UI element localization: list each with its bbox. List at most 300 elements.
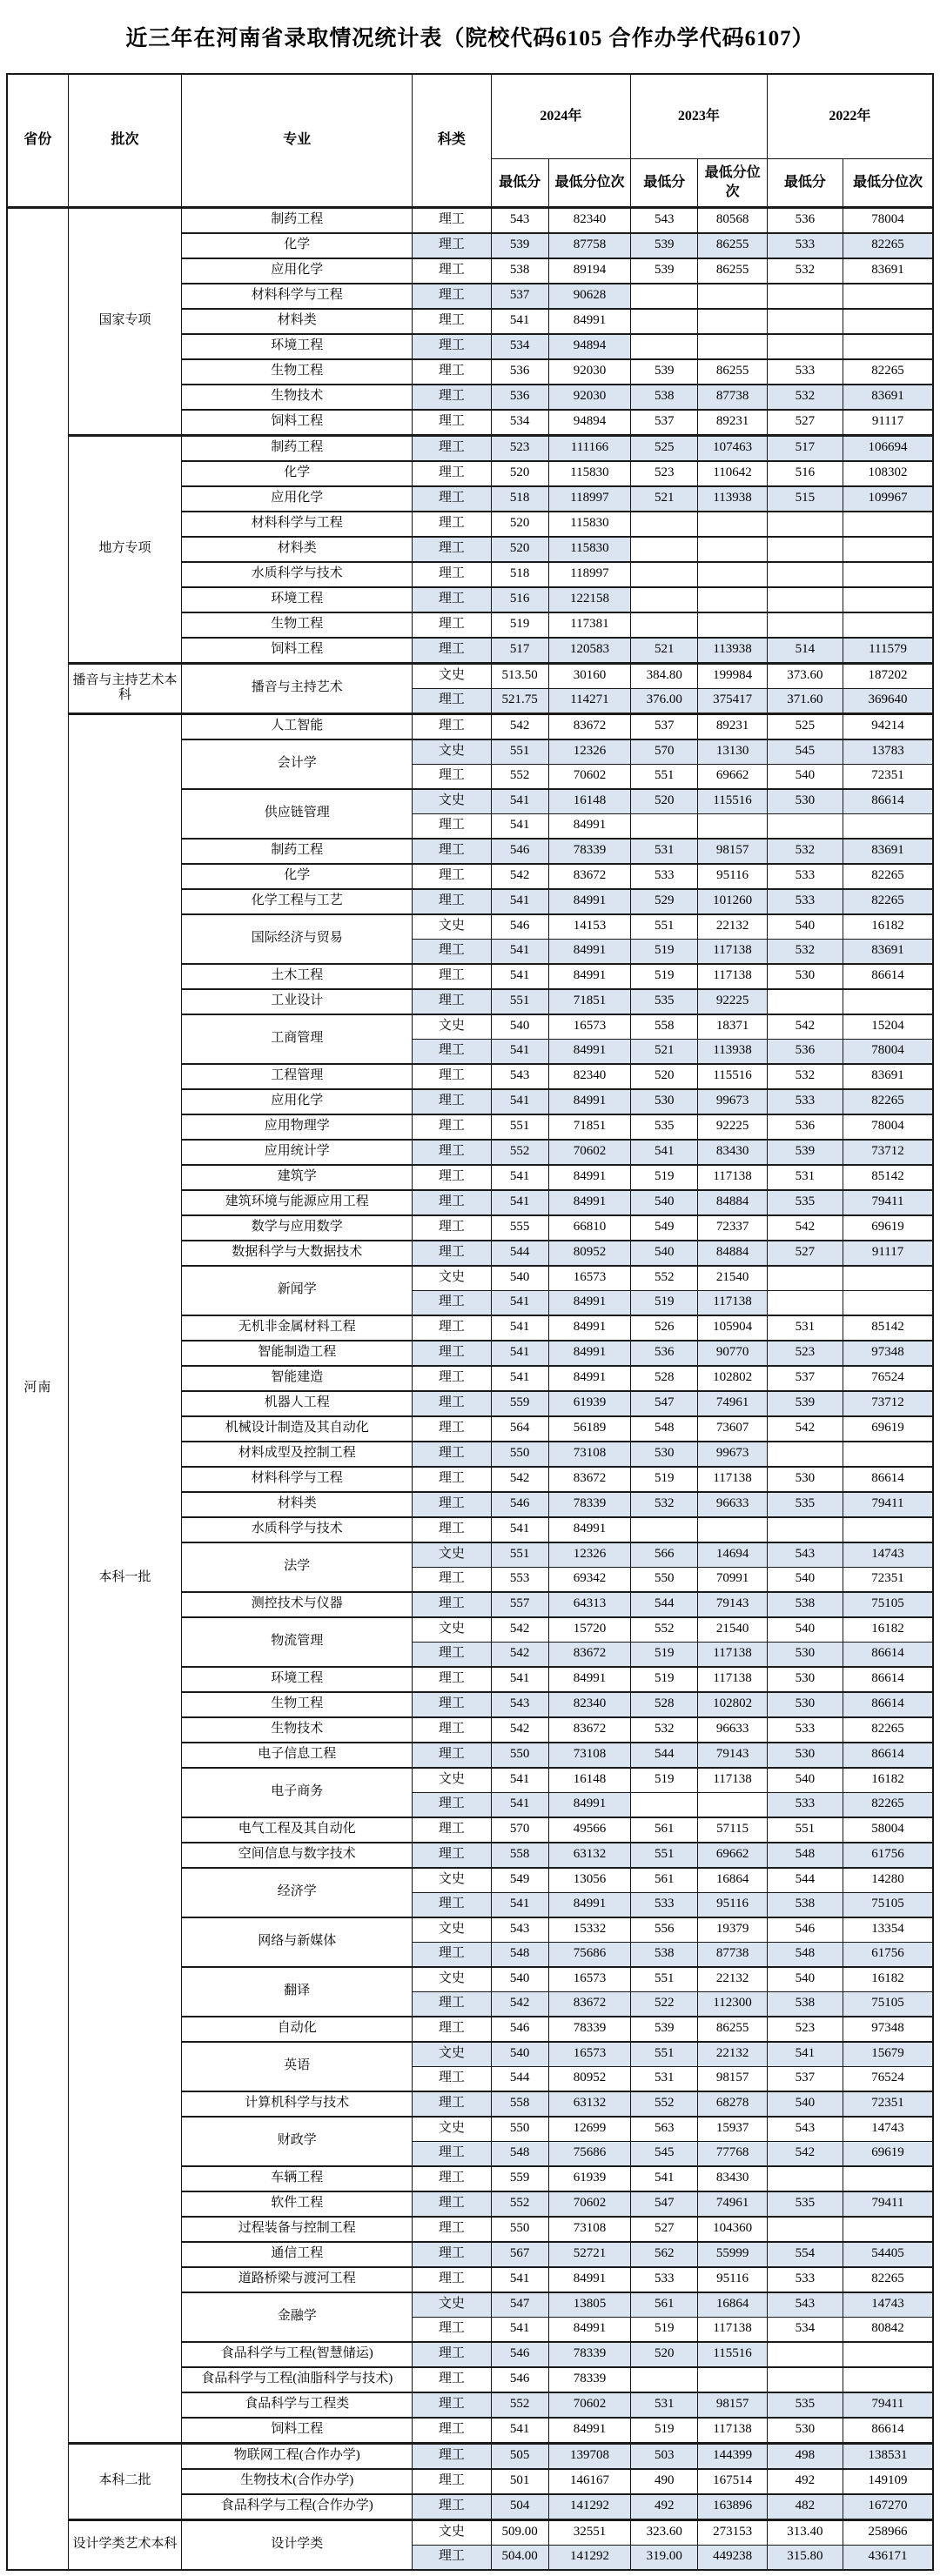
rank-2024: 118997 <box>548 562 630 587</box>
score-2024-min: 504 <box>491 2494 548 2520</box>
rank-2024: 15720 <box>548 1617 630 1643</box>
score-2024-min: 552 <box>491 2392 548 2418</box>
score-2022-min: 536 <box>767 1039 843 1064</box>
score-2023-min <box>631 587 698 612</box>
major-cell: 法学 <box>182 1542 413 1592</box>
major-cell: 应用化学 <box>182 258 413 284</box>
rank-2023: 115516 <box>698 789 767 814</box>
rank-2023: 95116 <box>698 864 767 889</box>
kelei-cell: 理工 <box>413 207 491 233</box>
rank-2022: 149109 <box>843 2469 933 2494</box>
score-2023-min: 531 <box>631 839 698 864</box>
rank-2023: 449238 <box>698 2545 767 2570</box>
rank-2023: 117138 <box>698 1667 767 1692</box>
rank-2022: 111579 <box>843 638 933 664</box>
score-2024-min: 552 <box>491 764 548 789</box>
rank-2023: 92225 <box>698 989 767 1014</box>
kelei-cell: 理工 <box>413 1064 491 1089</box>
rank-2023: 117138 <box>698 1768 767 1793</box>
rank-2024: 84991 <box>548 1165 630 1190</box>
rank-2022: 97348 <box>843 2017 933 2042</box>
rank-2022: 86614 <box>843 789 933 814</box>
score-2023-min: 544 <box>631 1592 698 1617</box>
score-2024-min: 546 <box>491 2017 548 2042</box>
major-cell: 道路桥梁与渡河工程 <box>182 2267 413 2292</box>
kelei-cell: 理工 <box>413 1517 491 1542</box>
rank-2022: 97348 <box>843 1341 933 1366</box>
rank-2024: 71851 <box>548 989 630 1014</box>
score-2024-min: 541 <box>491 1517 548 1542</box>
major-cell: 化学 <box>182 864 413 889</box>
kelei-cell: 文史 <box>413 2292 491 2318</box>
score-2023-min: 519 <box>631 939 698 964</box>
kelei-cell: 文史 <box>413 1917 491 1943</box>
rank-2023: 98157 <box>698 839 767 864</box>
score-2023-min: 535 <box>631 1114 698 1140</box>
score-2022-min: 530 <box>767 964 843 989</box>
rank-2023: 96633 <box>698 1717 767 1743</box>
rank-2022: 108302 <box>843 461 933 486</box>
kelei-cell: 理工 <box>413 1190 491 1215</box>
kelei-cell: 理工 <box>413 2166 491 2191</box>
major-cell: 空间信息与数字技术 <box>182 1843 413 1868</box>
rank-2024: 75686 <box>548 1942 630 1967</box>
major-cell: 生物工程 <box>182 612 413 638</box>
score-2024-min: 564 <box>491 1416 548 1442</box>
rank-2023: 18371 <box>698 1014 767 1040</box>
score-2023-min: 551 <box>631 1843 698 1868</box>
major-cell: 工业设计 <box>182 989 413 1014</box>
rank-2024: 13805 <box>548 2292 630 2318</box>
score-2022-min <box>767 2342 843 2367</box>
rank-2022: 82265 <box>843 359 933 385</box>
rank-2022: 91117 <box>843 410 933 436</box>
score-2022-min: 516 <box>767 461 843 486</box>
rank-2024: 114271 <box>548 688 630 713</box>
kelei-cell: 文史 <box>413 1014 491 1040</box>
score-2024-min: 519 <box>491 612 548 638</box>
rank-2023 <box>698 562 767 587</box>
rank-2022: 83691 <box>843 385 933 410</box>
rank-2024: 82340 <box>548 1692 630 1717</box>
rank-2023: 117138 <box>698 1642 767 1667</box>
score-2022-min: 492 <box>767 2469 843 2494</box>
score-2022-min: 535 <box>767 2191 843 2217</box>
rank-2022: 83691 <box>843 258 933 284</box>
rank-2024: 61939 <box>548 1391 630 1416</box>
rank-2022: 69619 <box>843 1215 933 1241</box>
rank-2024: 84991 <box>548 964 630 989</box>
major-cell: 无机非金属材料工程 <box>182 1315 413 1341</box>
score-2024-min: 543 <box>491 1064 548 1089</box>
score-2024-min: 552 <box>491 2191 548 2217</box>
rank-2023: 98157 <box>698 2066 767 2091</box>
kelei-cell: 理工 <box>413 1165 491 1190</box>
major-cell: 材料科学与工程 <box>182 512 413 537</box>
score-2022-min: 533 <box>767 1089 843 1114</box>
rank-2024: 70602 <box>548 1140 630 1165</box>
score-2022-min: 532 <box>767 385 843 410</box>
score-2024-min: 542 <box>491 1617 548 1643</box>
score-2024-min: 541 <box>491 2317 548 2342</box>
score-2023-min: 563 <box>631 2117 698 2142</box>
major-cell: 制药工程 <box>182 435 413 461</box>
kelei-cell: 理工 <box>413 1991 491 2017</box>
rank-2024: 16573 <box>548 2042 630 2067</box>
rank-2023: 79143 <box>698 1592 767 1617</box>
score-2024-min: 513.50 <box>491 663 548 688</box>
rank-2022 <box>843 512 933 537</box>
major-cell: 食品科学与工程类 <box>182 2392 413 2418</box>
kelei-cell: 理工 <box>413 1215 491 1241</box>
major-cell: 计算机科学与技术 <box>182 2091 413 2117</box>
rank-2022: 76524 <box>843 2066 933 2091</box>
major-cell: 应用化学 <box>182 1089 413 1114</box>
batch-cell: 国家专项 <box>68 207 181 435</box>
kelei-cell: 理工 <box>413 1241 491 1266</box>
rank-2022 <box>843 1266 933 1291</box>
kelei-cell: 文史 <box>413 1542 491 1568</box>
major-cell: 材料类 <box>182 537 413 562</box>
score-2022-min: 538 <box>767 1892 843 1917</box>
table-row <box>7 2519 933 2545</box>
major-cell: 生物技术(合作办学) <box>182 2469 413 2494</box>
rank-2022: 72351 <box>843 764 933 789</box>
major-cell: 应用物理学 <box>182 1114 413 1140</box>
major-cell: 物流管理 <box>182 1617 413 1667</box>
score-2024-min: 509.00 <box>491 2519 548 2545</box>
rank-2023: 84884 <box>698 1241 767 1266</box>
rank-2023 <box>698 2367 767 2392</box>
score-2022-min: 532 <box>767 839 843 864</box>
rank-2024: 70602 <box>548 2191 630 2217</box>
score-2024-min: 542 <box>491 1642 548 1667</box>
score-2022-min: 542 <box>767 1416 843 1442</box>
score-2024-min: 555 <box>491 1215 548 1241</box>
rank-2023 <box>698 537 767 562</box>
rank-2024: 84991 <box>548 1190 630 1215</box>
major-cell: 电气工程及其自动化 <box>182 1817 413 1843</box>
header-row-years <box>7 74 933 158</box>
rank-2024: 56189 <box>548 1416 630 1442</box>
score-2024-min: 541 <box>491 964 548 989</box>
table-body <box>7 207 933 2570</box>
score-2023-min: 530 <box>631 1089 698 1114</box>
rank-2024: 83672 <box>548 1991 630 2017</box>
kelei-cell: 理工 <box>413 587 491 612</box>
rank-2022: 58004 <box>843 1817 933 1843</box>
header-year-2024: 2024年 <box>491 74 631 158</box>
rank-2023: 112300 <box>698 1991 767 2017</box>
rank-2022: 14743 <box>843 2117 933 2142</box>
kelei-cell: 理工 <box>413 2392 491 2418</box>
kelei-cell: 理工 <box>413 435 491 461</box>
rank-2023: 105904 <box>698 1315 767 1341</box>
kelei-cell: 理工 <box>413 2545 491 2570</box>
rank-2022: 79411 <box>843 2392 933 2418</box>
score-2023-min <box>631 1517 698 1542</box>
score-2023-min: 561 <box>631 1817 698 1843</box>
province-cell: 河南 <box>7 207 68 2570</box>
score-2024-min: 541 <box>491 1792 548 1817</box>
score-2024-min: 534 <box>491 334 548 359</box>
score-2023-min: 519 <box>631 1768 698 1793</box>
rank-2022 <box>843 1290 933 1315</box>
score-2022-min: 540 <box>767 1567 843 1592</box>
score-2022-min: 533 <box>767 233 843 258</box>
score-2022-min: 532 <box>767 1064 843 1089</box>
score-2023-min: 531 <box>631 2392 698 2418</box>
rank-2023: 87738 <box>698 1942 767 1967</box>
major-cell: 物联网工程(合作办学) <box>182 2443 413 2469</box>
rank-2023: 117138 <box>698 939 767 964</box>
rank-2024: 78339 <box>548 2367 630 2392</box>
kelei-cell: 文史 <box>413 914 491 940</box>
kelei-cell: 理工 <box>413 258 491 284</box>
score-2024-min: 520 <box>491 512 548 537</box>
header-2024-min: 最低分 <box>491 158 548 207</box>
score-2024-min: 542 <box>491 864 548 889</box>
rank-2024: 83672 <box>548 1467 630 1492</box>
score-2022-min <box>767 2217 843 2242</box>
score-2022-min <box>767 1442 843 1467</box>
major-cell: 智能建造 <box>182 1366 413 1391</box>
score-2024-min: 543 <box>491 207 548 233</box>
kelei-cell: 理工 <box>413 2191 491 2217</box>
rank-2022: 13354 <box>843 1917 933 1943</box>
rank-2023: 102802 <box>698 1692 767 1717</box>
rank-2023: 144399 <box>698 2443 767 2469</box>
score-2023-min: 541 <box>631 2166 698 2191</box>
rank-2023 <box>698 512 767 537</box>
major-cell: 财政学 <box>182 2117 413 2166</box>
score-2022-min: 530 <box>767 1743 843 1768</box>
major-cell: 国际经济与贸易 <box>182 914 413 964</box>
rank-2023: 69662 <box>698 1843 767 1868</box>
kelei-cell: 理工 <box>413 1290 491 1315</box>
score-2023-min: 521 <box>631 1039 698 1064</box>
rank-2023: 57115 <box>698 1817 767 1843</box>
kelei-cell: 理工 <box>413 889 491 914</box>
rank-2022: 138531 <box>843 2443 933 2469</box>
rank-2024: 70602 <box>548 764 630 789</box>
rank-2023: 117138 <box>698 1467 767 1492</box>
score-2024-min: 551 <box>491 989 548 1014</box>
kelei-cell: 文史 <box>413 1967 491 1992</box>
rank-2022 <box>843 2367 933 2392</box>
rank-2023 <box>698 612 767 638</box>
score-2022-min: 535 <box>767 2392 843 2418</box>
rank-2023: 95116 <box>698 2267 767 2292</box>
major-cell: 数学与应用数学 <box>182 1215 413 1241</box>
rank-2022: 78004 <box>843 207 933 233</box>
rank-2022: 72351 <box>843 1567 933 1592</box>
kelei-cell: 理工 <box>413 385 491 410</box>
rank-2022: 79411 <box>843 2191 933 2217</box>
score-2023-min: 520 <box>631 789 698 814</box>
kelei-cell: 理工 <box>413 410 491 436</box>
rank-2022: 54405 <box>843 2242 933 2267</box>
score-2023-min <box>631 562 698 587</box>
rank-2023: 98157 <box>698 2392 767 2418</box>
score-2022-min: 315.80 <box>767 2545 843 2570</box>
score-2024-min: 559 <box>491 2166 548 2191</box>
score-2022-min: 537 <box>767 1366 843 1391</box>
rank-2024: 84991 <box>548 813 630 839</box>
score-2023-min: 490 <box>631 2469 698 2494</box>
score-2022-min: 540 <box>767 2091 843 2117</box>
score-2022-min <box>767 562 843 587</box>
kelei-cell: 理工 <box>413 2494 491 2520</box>
score-2023-min: 384.80 <box>631 663 698 688</box>
score-2024-min: 542 <box>491 1717 548 1743</box>
kelei-cell: 理工 <box>413 713 491 739</box>
rank-2022: 61756 <box>843 1942 933 1967</box>
score-2023-min <box>631 334 698 359</box>
kelei-cell: 理工 <box>413 989 491 1014</box>
major-cell: 人工智能 <box>182 713 413 739</box>
rank-2023: 95116 <box>698 1892 767 1917</box>
rank-2024: 94894 <box>548 334 630 359</box>
header-2022-rank: 最低分位次 <box>843 158 933 207</box>
rank-2022 <box>843 334 933 359</box>
score-2022-min: 533 <box>767 359 843 385</box>
rank-2024: 84991 <box>548 1315 630 1341</box>
score-2024-min: 541 <box>491 889 548 914</box>
kelei-cell: 文史 <box>413 663 491 688</box>
rank-2024: 90628 <box>548 284 630 309</box>
rank-2024: 63132 <box>548 1843 630 1868</box>
score-2022-min: 313.40 <box>767 2519 843 2545</box>
rank-2022: 82265 <box>843 2267 933 2292</box>
score-2022-min: 540 <box>767 1967 843 1992</box>
rank-2022 <box>843 1517 933 1542</box>
rank-2024: 71851 <box>548 1114 630 1140</box>
score-2023-min: 539 <box>631 233 698 258</box>
score-2022-min: 530 <box>767 1642 843 1667</box>
major-cell: 过程装备与控制工程 <box>182 2217 413 2242</box>
score-2022-min: 540 <box>767 914 843 940</box>
score-2022-min <box>767 1517 843 1542</box>
rank-2024: 94894 <box>548 410 630 436</box>
rank-2024: 75686 <box>548 2141 630 2166</box>
score-2022-min: 527 <box>767 410 843 436</box>
rank-2022: 94214 <box>843 713 933 739</box>
rank-2022: 85142 <box>843 1165 933 1190</box>
score-2023-min: 519 <box>631 2418 698 2444</box>
rank-2023: 375417 <box>698 688 767 713</box>
major-cell: 材料成型及控制工程 <box>182 1442 413 1467</box>
rank-2024: 30160 <box>548 663 630 688</box>
rank-2024: 84991 <box>548 1667 630 1692</box>
kelei-cell: 理工 <box>413 1114 491 1140</box>
score-2023-min: 549 <box>631 1215 698 1241</box>
kelei-cell: 理工 <box>413 813 491 839</box>
score-2022-min: 373.60 <box>767 663 843 688</box>
rank-2023: 86255 <box>698 258 767 284</box>
major-cell: 自动化 <box>182 2017 413 2042</box>
rank-2022: 82265 <box>843 1717 933 1743</box>
major-cell: 化学 <box>182 233 413 258</box>
rank-2022: 78004 <box>843 1114 933 1140</box>
score-2023-min: 521 <box>631 638 698 664</box>
kelei-cell: 理工 <box>413 1892 491 1917</box>
score-2023-min <box>631 309 698 334</box>
kelei-cell: 理工 <box>413 2091 491 2117</box>
score-2022-min: 539 <box>767 1140 843 1165</box>
rank-2024: 49566 <box>548 1817 630 1843</box>
rank-2023 <box>698 1517 767 1542</box>
rank-2022: 15204 <box>843 1014 933 1040</box>
rank-2023: 21540 <box>698 1617 767 1643</box>
major-cell: 应用化学 <box>182 486 413 512</box>
rank-2024: 92030 <box>548 385 630 410</box>
score-2024-min: 536 <box>491 359 548 385</box>
rank-2023: 107463 <box>698 435 767 461</box>
major-cell: 工程管理 <box>182 1064 413 1089</box>
score-2023-min: 548 <box>631 1416 698 1442</box>
score-2023-min: 503 <box>631 2443 698 2469</box>
score-2024-min: 541 <box>491 1341 548 1366</box>
score-2024-min: 538 <box>491 258 548 284</box>
score-2023-min: 537 <box>631 713 698 739</box>
score-2024-min: 523 <box>491 435 548 461</box>
major-cell: 供应链管理 <box>182 789 413 839</box>
score-2022-min: 542 <box>767 1215 843 1241</box>
rank-2022: 82265 <box>843 1792 933 1817</box>
rank-2023: 68278 <box>698 2091 767 2117</box>
rank-2022: 75105 <box>843 1892 933 1917</box>
rank-2024: 84991 <box>548 2418 630 2444</box>
major-cell: 建筑学 <box>182 1165 413 1190</box>
score-2024-min: 543 <box>491 1692 548 1717</box>
kelei-cell: 理工 <box>413 638 491 664</box>
rank-2022: 83691 <box>843 839 933 864</box>
score-2022-min <box>767 309 843 334</box>
header-2024-rank: 最低分位次 <box>548 158 630 207</box>
page-title: 近三年在河南省录取情况统计表（院校代码6105 合作办学代码6107） <box>125 27 815 50</box>
kelei-cell: 理工 <box>413 612 491 638</box>
header-province: 省份 <box>7 74 68 207</box>
rank-2022: 75105 <box>843 1592 933 1617</box>
score-2024-min: 558 <box>491 2091 548 2117</box>
rank-2022: 14743 <box>843 1542 933 1568</box>
rank-2024: 83672 <box>548 713 630 739</box>
rank-2024: 115830 <box>548 512 630 537</box>
score-2024-min: 558 <box>491 1843 548 1868</box>
score-2023-min: 528 <box>631 1692 698 1717</box>
score-2024-min: 552 <box>491 1140 548 1165</box>
score-2024-min: 559 <box>491 1391 548 1416</box>
table-row <box>7 2443 933 2469</box>
kelei-cell: 理工 <box>413 2443 491 2469</box>
score-2022-min: 548 <box>767 1843 843 1868</box>
major-cell: 水质科学与技术 <box>182 1517 413 1542</box>
score-2022-min: 533 <box>767 2267 843 2292</box>
score-2024-min: 544 <box>491 1241 548 1266</box>
score-2024-min: 501 <box>491 2469 548 2494</box>
score-2023-min: 543 <box>631 207 698 233</box>
rank-2022: 79411 <box>843 1492 933 1517</box>
kelei-cell: 理工 <box>413 1366 491 1391</box>
rank-2022 <box>843 2217 933 2242</box>
score-2023-min: 552 <box>631 1266 698 1291</box>
score-2023-min: 530 <box>631 1442 698 1467</box>
kelei-cell: 理工 <box>413 1039 491 1064</box>
rank-2024: 14153 <box>548 914 630 940</box>
score-2024-min: 541 <box>491 1190 548 1215</box>
rank-2023: 199984 <box>698 663 767 688</box>
